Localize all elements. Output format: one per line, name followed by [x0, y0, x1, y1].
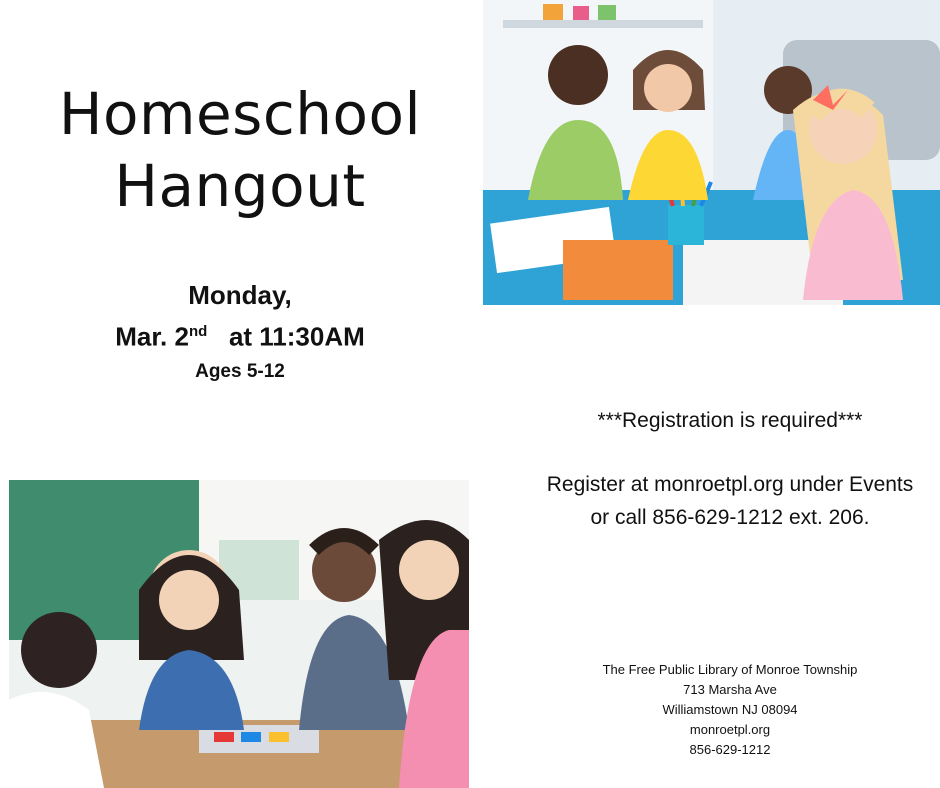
library-street: 713 Marsha Ave	[683, 682, 777, 697]
event-day: Monday,	[188, 280, 292, 310]
event-date: Mar. 2	[115, 321, 189, 352]
children-circuit-kit-photo	[9, 480, 469, 788]
date-ordinal: nd	[188, 323, 208, 340]
library-address	[560, 660, 900, 760]
library-name: The Free Public Library of Monroe Township	[602, 662, 858, 677]
library-website[interactable]: monroetpl.org	[689, 722, 771, 737]
event-title	[30, 78, 450, 222]
event-time: at 11:30AM	[228, 321, 365, 352]
title-line-1: Homeschool	[58, 80, 422, 148]
registration-info	[540, 404, 920, 534]
event-ages: Ages 5-12	[195, 360, 285, 382]
event-schedule	[60, 278, 420, 387]
children-circuit-illustration	[9, 480, 469, 788]
library-city: Williamstown NJ 08094	[662, 702, 798, 717]
registration-required: ***Registration is required***	[597, 409, 863, 432]
registration-details: Register at monroetpl.org under Events or call 856-629-1212 ext. 206.	[546, 473, 914, 529]
children-drawing-photo	[483, 0, 940, 305]
title-line-2: Hangout	[114, 152, 366, 220]
library-phone[interactable]: 856-629-1212	[689, 742, 771, 757]
children-drawing-illustration	[483, 0, 940, 305]
event-date-time	[60, 312, 420, 357]
